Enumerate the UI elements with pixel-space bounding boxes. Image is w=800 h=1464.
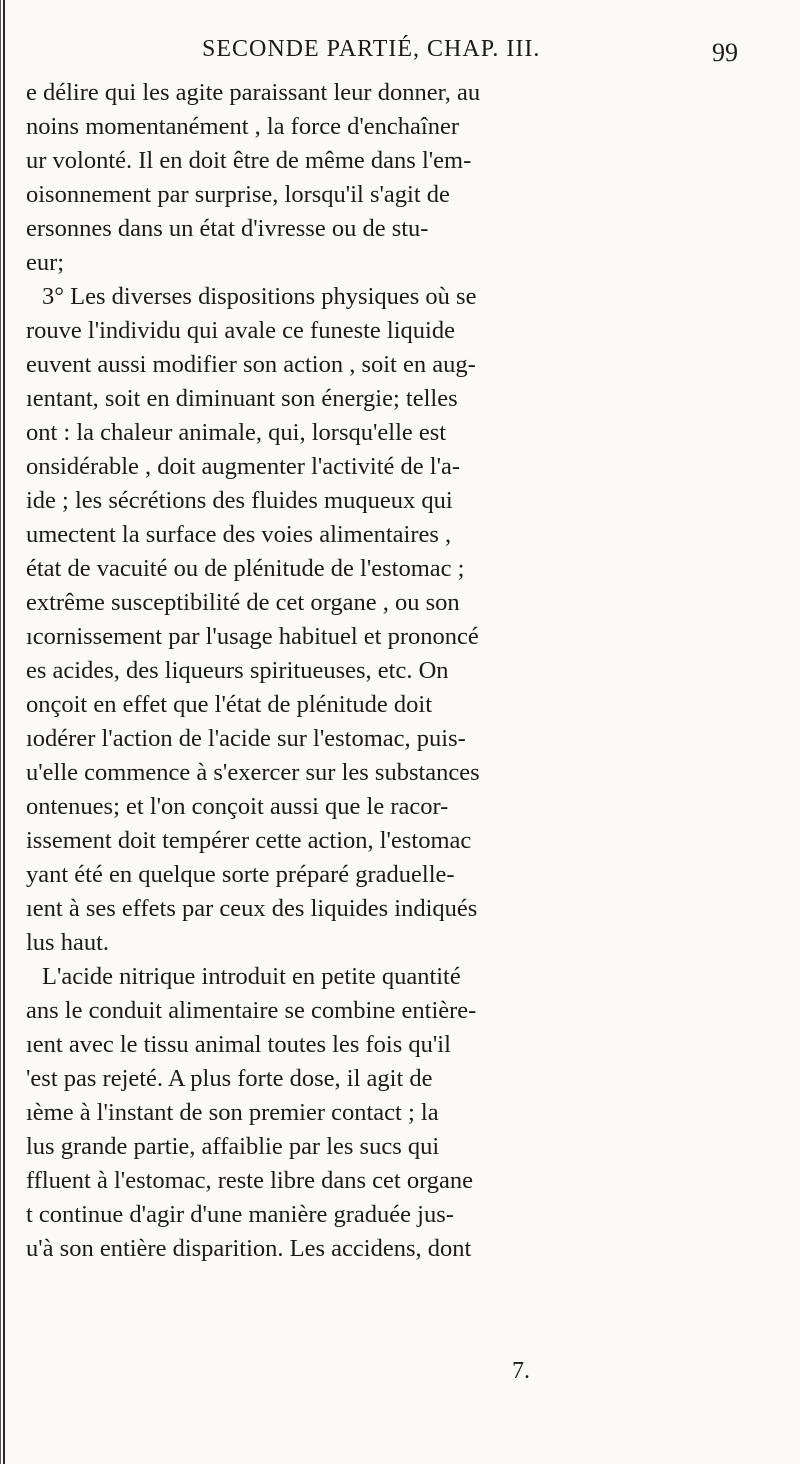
text-line: ıent avec le tissu animal toutes les fois qu'il — [26, 1031, 451, 1058]
text-line: rouve l'individu qui avale ce funeste liquide — [26, 317, 455, 344]
text-line: u'à son entière disparition. Les accidens, dont — [26, 1235, 472, 1262]
text-line: état de vacuité ou de plénitude de l'estomac ; — [26, 555, 465, 582]
body-text — [26, 76, 762, 1266]
text-line: umectent la surface des voies alimentaires , — [26, 521, 452, 548]
text-line: ur volonté. Il en doit être de même dans l'em- — [26, 147, 472, 174]
text-line: ont : la chaleur animale, qui, lorsqu'elle est — [26, 419, 447, 446]
text-line: ersonnes dans un état d'ivresse ou de stu- — [26, 215, 429, 242]
page-number: 99 — [712, 38, 738, 67]
text-line: oisonnement par surprise, lorsqu'il s'agit de — [26, 181, 450, 208]
text-line: e délire qui les agite paraissant leur donner, au — [26, 79, 481, 106]
text-line: 3° Les diverses dispositions physiques où se — [42, 283, 477, 310]
text-line: noins momentanément , la force d'enchaîner — [26, 113, 459, 140]
text-line: ıcornissement par l'usage habituel et prononcé — [26, 623, 479, 650]
text-line: ffluent à l'estomac, reste libre dans cet organe — [26, 1167, 474, 1194]
text-line: onsidérable , doit augmenter l'activité de l'a- — [26, 453, 461, 480]
text-line: euvent aussi modifier son action , soit en aug- — [26, 351, 476, 378]
text-line: t continue d'agir d'une manière graduée jus- — [26, 1201, 454, 1228]
text-line: ide ; les sécrétions des fluides muqueux qui — [26, 487, 453, 514]
text-line: eur; — [26, 249, 65, 276]
text-line: ıème à l'instant de son premier contact ; la — [26, 1099, 439, 1126]
signature-mark: 7. — [512, 1358, 530, 1384]
text-line: ans le conduit alimentaire se combine entière- — [26, 997, 477, 1024]
page-binding-shadow — [3, 0, 5, 1464]
text-line: extrême susceptibilité de cet organe , ou son — [26, 589, 460, 616]
text-line: u'elle commence à s'exercer sur les substances — [26, 759, 480, 786]
text-line: ıentant, soit en diminuant son énergie; telles — [26, 385, 458, 412]
text-line: lus grande partie, affaiblie par les sucs qui — [26, 1133, 440, 1160]
text-line: lus haut. — [26, 929, 110, 956]
page-binding-edge — [0, 0, 1, 1464]
text-line: onçoit en effet que l'état de plénitude doit — [26, 691, 433, 718]
text-line: es acides, des liqueurs spiritueuses, etc. On — [26, 657, 449, 684]
page-header — [42, 30, 762, 76]
text-line: ıent à ses effets par ceux des liquides indiqués — [26, 895, 478, 922]
text-line: L'acide nitrique introduit en petite quantité — [42, 963, 461, 990]
text-line: ontenues; et l'on conçoit aussi que le racor- — [26, 793, 449, 820]
text-line: issement doit tempérer cette action, l'estomac — [26, 827, 472, 854]
text-line: ıodérer l'action de l'acide sur l'estomac, puis- — [26, 725, 466, 752]
text-line: 'est pas rejeté. A plus forte dose, il agit de — [26, 1065, 433, 1092]
running-head: SECONDE PARTIÉ, CHAP. III. — [202, 36, 541, 62]
text-line: yant été en quelque sorte préparé graduelle- — [26, 861, 455, 888]
